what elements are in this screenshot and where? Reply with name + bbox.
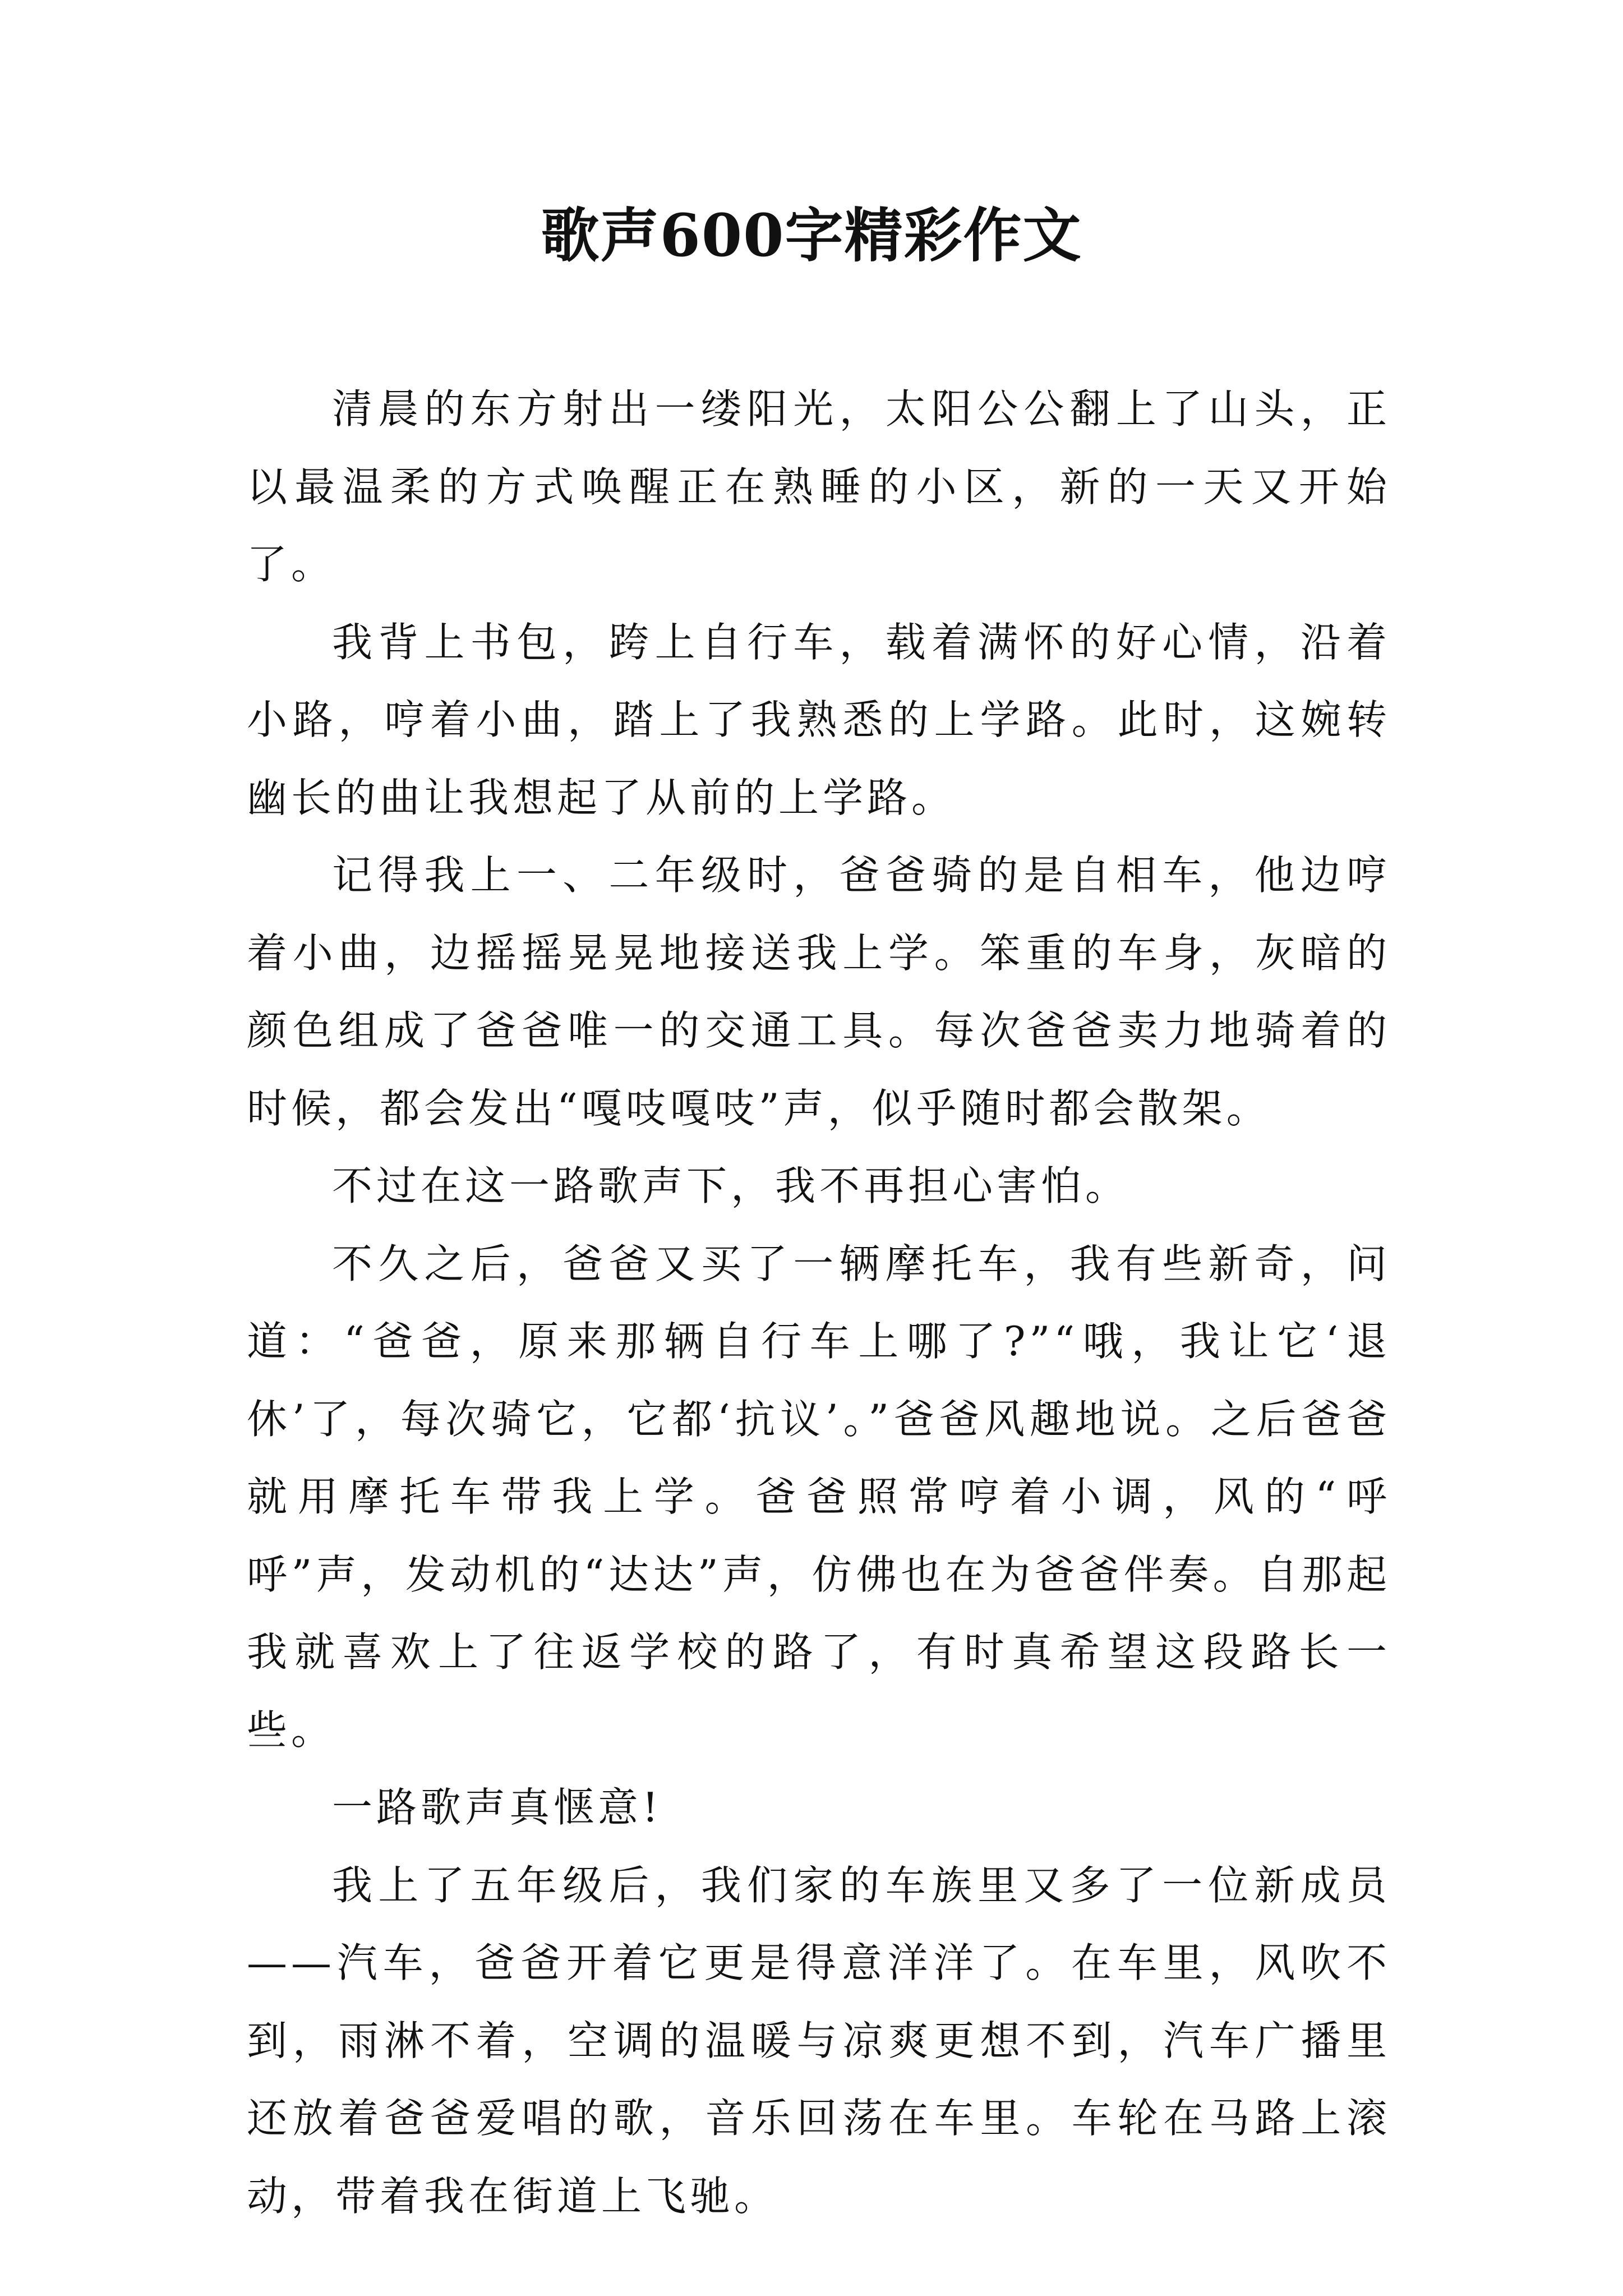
paragraph-5: 不久之后，爸爸又买了一辆摩托车，我有些新奇，问道：“爸爸，原来那辆自行车上哪了?”“哦，我让它‘退休’了，每次骑它，它都‘抗议’。”爸爸风趣地说。之后爸爸就用摩托车带我上学。爸爸照常哼着小调，风的“呼呼”声，发动机的“达达”声，仿佛也在为爸爸伴奏。自那起我就喜欢上了往返学校的路了，有时真希望这段路长一些。 <box>247 1240 1391 1754</box>
paragraph-4: 不过在这一路歌声下，我不再担心害怕。 <box>332 1162 1130 1209</box>
document-body <box>247 370 1391 2235</box>
document-title: 歌声600字精彩作文 <box>541 201 1082 270</box>
paragraph-3: 记得我上一、二年级时，爸爸骑的是自相车，他边哼着小曲，边摇摇晃晃地接送我上学。笨重的车身，灰暗的颜色组成了爸爸唯一的交通工具。每次爸爸卖力地骑着的时候，都会发出“嘎吱嘎吱”声，似乎随时都会散架。 <box>247 852 1391 1132</box>
paragraph-6: 一路歌声真惬意! <box>332 1784 662 1831</box>
paragraph-1: 清晨的东方射出一缕阳光，太阳公公翻上了山头，正以最温柔的方式唤醒正在熟睡的小区，新的一天又开始了。 <box>247 385 1391 588</box>
paragraph-2: 我背上书包，跨上自行车，载着满怀的好心情，沿着小路，哼着小曲，踏上了我熟悉的上学路。此时，这婉转幽长的曲让我想起了从前的上学路。 <box>247 618 1391 821</box>
paragraph-7: 我上了五年级后，我们家的车族里又多了一位新成员——汽车，爸爸开着它更是得意洋洋了。在车里，风吹不到，雨淋不着，空调的温暖与凉爽更想不到，汽车广播里还放着爸爸爱唱的歌，音乐回荡在车里。车轮在马路上滚动，带着我在街道上飞驰。 <box>247 1861 1391 2220</box>
